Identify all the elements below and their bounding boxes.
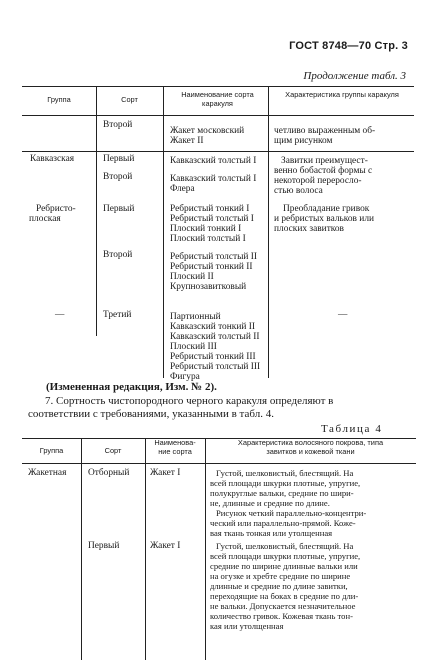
table3-row-separator <box>22 151 414 152</box>
table3-group-rebr-2: плоская <box>29 214 61 224</box>
table3-rebr-name-2b: Ребристый тонкий II <box>170 262 253 272</box>
table3-kavkaz-name-1: Кавказский толстый I <box>170 156 257 166</box>
table3-continuation-label: Продолжение табл. 3 <box>303 70 406 82</box>
table3-top-grade: Второй <box>103 120 133 130</box>
table4-row2-char-9: кая или утолщенная <box>210 621 284 631</box>
table3-rebr-name-2a: Ребристый толстый II <box>170 252 258 262</box>
table4-row2-char-7: не вальки. Допускается незначительное <box>210 601 356 611</box>
table3-third-grade: Третий <box>103 310 132 320</box>
table4-row1-char-1: Густой, шелковистый, блестящий. На <box>216 468 354 478</box>
table4-row2-grade: Первый <box>88 541 120 551</box>
table3-header-name: Наименование сорта каракуля <box>181 90 254 108</box>
table4-row2-char-4: на огузке и хребте средние по ширине <box>210 571 351 581</box>
table3-top-border <box>22 86 414 87</box>
table3-kavkaz-grade-1: Первый <box>103 154 135 164</box>
table3-kavkaz-char-2: венно бобастой формы с <box>274 166 373 176</box>
table3-third-name-4: Плоский III <box>170 342 217 352</box>
table4-row1-group: Жакетная <box>28 468 67 478</box>
table3-rebr-char-2: и ребристых вальков или <box>274 214 375 224</box>
table3-rebr-name-1c: Плоский тонкий I <box>170 224 242 234</box>
table4-header-name-1: Наименова- <box>154 438 196 447</box>
table4-row2-char-2: всей площади шкурки плотные, упругие, <box>210 551 361 561</box>
table3-rebr-name-2c: Плоский II <box>170 272 214 282</box>
table4-row1-char-5: Рисунок четкий параллельно-концентри- <box>216 508 367 518</box>
paragraph-7-line-2: соответствии с требованиями, указанными в табл. 4. <box>28 408 274 420</box>
table3-top-char-1: четливо выраженным об- <box>274 126 376 136</box>
table3-group-kavkaz: Кавказская <box>30 154 75 164</box>
table3-top-name-1: Жакет московский <box>170 126 245 136</box>
table3-rebr-grade-1: Первый <box>103 204 135 214</box>
table3-third-name-3: Кавказский толстый II <box>170 332 260 342</box>
table3-third-name-5: Ребристый тонкий III <box>170 352 256 362</box>
table3-rebr-name-2d: Крупнозавитковый <box>170 282 247 292</box>
table4-row2-char-5: длинные и средние по длине завитки, <box>210 581 348 591</box>
paragraph-7-line-1: 7. Сортность чистопородного черного каракуля определяют в <box>45 395 334 407</box>
table4-row1-char-4: не, длинные и средние по длине. <box>210 498 330 508</box>
table3-third-char: — <box>338 310 348 320</box>
changed-edition-note: (Измененная редакция, Изм. № 2). <box>46 381 217 393</box>
table4-title: Таблица 4 <box>321 423 383 435</box>
table3-rebr-name-1a: Ребристый тонкий I <box>170 204 250 214</box>
table4-row1-char-2: всей площади шкурки плотные, упругие, <box>210 478 361 488</box>
table4-col-divider-1 <box>81 438 82 660</box>
table3-top-char-2: щим рисунком <box>274 136 333 146</box>
table3-kavkaz-grade-2: Второй <box>103 172 133 182</box>
table3-col-divider-3 <box>268 86 269 378</box>
table3-third-name-1: Партионный <box>170 312 221 322</box>
table4-header-char-1: Характеристика волосяного покрова, типа <box>237 438 384 447</box>
table3-third-name-7: Фигура <box>170 372 200 382</box>
table4-row1-char-6: ческий или параллельно-прямой. Коже- <box>210 518 356 528</box>
table4-col-divider-2 <box>145 438 146 660</box>
table3-kavkaz-name-2b: Флера <box>170 184 195 194</box>
table3-kavkaz-name-2a: Кавказский толстый I <box>170 174 257 184</box>
table3-col-divider-1 <box>96 86 97 336</box>
table3-kavkaz-char-4: стью волоса <box>274 186 323 196</box>
table4-row2-char-3: средние по ширине длинные вальки или <box>210 561 358 571</box>
table3-rebr-char-1: Преобладание гривок <box>283 204 370 214</box>
table3-col-divider-2 <box>163 86 164 378</box>
table3-rebr-name-1b: Ребристый толстый I <box>170 214 254 224</box>
table4-row1-char-7: вая ткань тонкая или утолщенная <box>210 528 333 538</box>
table4-row2-char-1: Густой, шелковистый, блестящий. На <box>216 541 354 551</box>
table3-kavkaz-char-3: некоторой переросло- <box>274 176 362 186</box>
table4-header-char-2: завитков и кожевой ткани <box>266 447 355 456</box>
table3-rebr-name-1d: Плоский толстый I <box>170 234 246 244</box>
table4-header-grade: Сорт <box>104 446 122 455</box>
table4-header-group: Группа <box>39 446 64 455</box>
table3-rebr-grade-2: Второй <box>103 250 133 260</box>
table3-top-name-2: Жакет II <box>170 136 204 146</box>
table3-kavkaz-char-1: Завитки преимущест- <box>281 156 368 166</box>
table3-third-name-2: Кавказский тонкий II <box>170 322 255 332</box>
page-header: ГОСТ 8748—70 Стр. 3 <box>289 40 408 52</box>
table4-row1-grade: Отборный <box>88 468 130 478</box>
table4-row2-char-8: количество гривок. Кожевая ткань тон- <box>210 611 353 621</box>
table3-group-rebr-1: Ребристо- <box>36 204 76 214</box>
table4-row1-name: Жакет I <box>150 468 181 478</box>
table3-third-name-6: Ребристый толстый III <box>170 362 261 372</box>
table4-row1-char-3: полукруглые вальки, средние по шири- <box>210 488 354 498</box>
table4-header-name-2: ние сорта <box>158 447 192 456</box>
table3-header-characteristic: Характеристика группы каракуля <box>285 90 399 99</box>
table3-header-grade: Сорт <box>121 95 138 104</box>
table3-third-group: — <box>55 310 65 320</box>
table4-row2-char-6: переходящие на боках в средние по дли- <box>210 591 359 601</box>
table3-rebr-char-3: плоских завитков <box>274 224 344 234</box>
table4-row2-name: Жакет I <box>150 541 181 551</box>
table4-col-divider-3 <box>205 438 206 660</box>
table3-header-group: Группа <box>47 95 71 104</box>
table3-header-border <box>22 115 414 116</box>
